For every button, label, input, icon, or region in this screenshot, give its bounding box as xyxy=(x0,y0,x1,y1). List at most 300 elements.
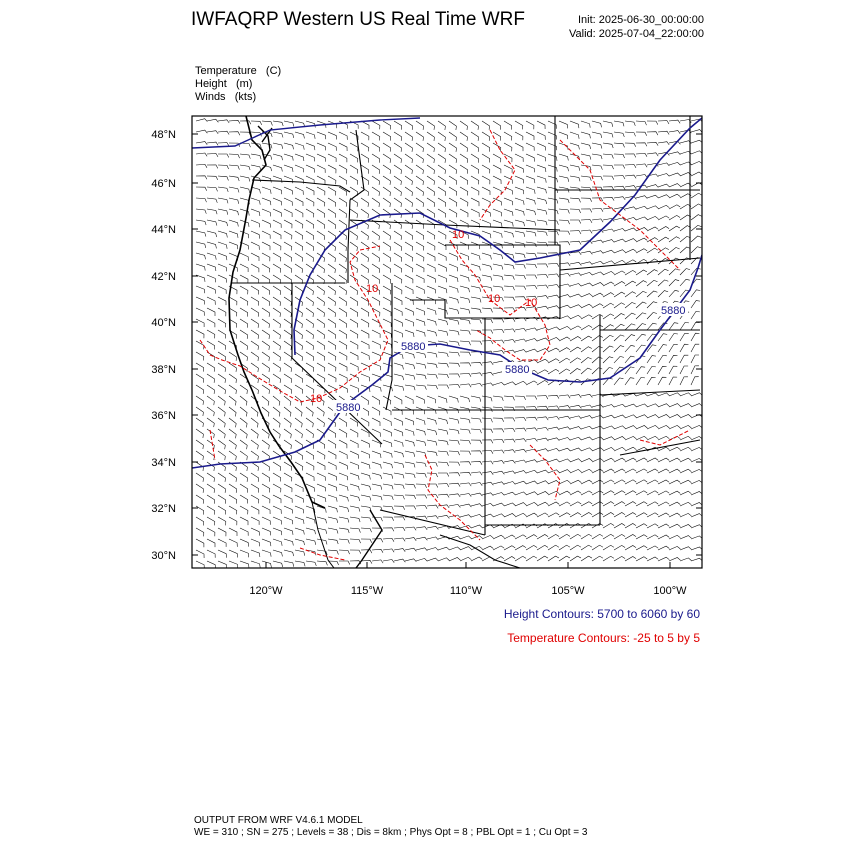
wind-barb xyxy=(548,327,559,330)
wind-barb xyxy=(669,237,680,242)
wind-barb xyxy=(273,154,283,160)
wind-barb xyxy=(317,363,325,372)
wind-barb xyxy=(493,429,504,433)
wind-barb xyxy=(581,176,591,181)
wind-barb xyxy=(570,502,581,506)
wind-barb xyxy=(691,558,702,561)
wind-barb xyxy=(658,524,669,528)
wind-barb xyxy=(636,249,647,253)
wind-barb xyxy=(284,517,293,524)
wind-barb xyxy=(350,352,358,360)
wind-barb xyxy=(592,448,603,451)
wind-barb xyxy=(493,231,502,238)
lat-label: 46°N xyxy=(151,178,176,190)
wind-barb xyxy=(328,451,336,459)
wind-barb xyxy=(647,142,658,145)
wind-barb xyxy=(625,436,636,440)
wind-barb xyxy=(427,558,438,561)
wind-barb xyxy=(405,451,415,457)
wind-barb xyxy=(537,275,548,278)
wind-barb xyxy=(625,546,636,551)
wind-barb xyxy=(350,308,358,317)
wind-barb xyxy=(625,186,636,189)
wind-barb xyxy=(328,319,336,328)
wind-barb xyxy=(350,429,358,437)
wind-barb xyxy=(317,561,327,565)
wind-barb xyxy=(328,176,336,184)
wind-barb xyxy=(339,374,347,382)
wind-barb xyxy=(504,121,512,130)
wind-barb xyxy=(416,121,424,130)
wind-barb xyxy=(614,356,624,363)
wind-barb xyxy=(372,517,383,521)
wind-barb xyxy=(361,308,369,317)
wind-barb xyxy=(449,275,458,282)
wind-barb xyxy=(548,491,559,495)
wind-barb xyxy=(482,198,490,206)
wind-barb xyxy=(548,481,559,485)
wind-barb xyxy=(207,264,216,271)
wind-barb xyxy=(691,172,702,176)
wind-barb xyxy=(240,539,249,547)
wind-barb xyxy=(658,280,668,286)
wind-barb xyxy=(515,481,526,484)
wind-barb xyxy=(460,504,471,507)
wind-barb xyxy=(438,154,446,163)
wind-barb xyxy=(372,143,380,152)
wind-barb xyxy=(262,374,270,383)
wind-barb xyxy=(515,121,523,129)
wind-barb xyxy=(482,253,491,259)
wind-barb xyxy=(537,143,546,151)
wind-barb xyxy=(306,242,314,251)
wind-barb xyxy=(416,264,424,272)
wind-barb xyxy=(218,220,228,226)
wind-barb xyxy=(416,440,426,446)
wind-barb xyxy=(449,297,458,303)
wind-barb xyxy=(295,407,302,416)
wind-barb xyxy=(361,132,369,140)
wind-barb xyxy=(460,264,469,271)
wind-barb xyxy=(658,345,667,352)
wind-barb xyxy=(416,558,427,561)
wind-barb xyxy=(427,451,437,456)
wind-barb xyxy=(273,330,280,339)
wind-barb xyxy=(636,502,647,506)
wind-barb xyxy=(317,143,326,150)
wind-barb xyxy=(284,286,292,295)
wind-barb xyxy=(273,242,281,250)
wind-barb xyxy=(559,491,570,495)
wind-barb xyxy=(515,503,526,506)
wind-barb xyxy=(251,495,259,503)
wind-barb xyxy=(460,242,469,250)
wind-barb xyxy=(669,194,680,198)
wind-barb xyxy=(504,297,515,301)
wind-barb xyxy=(592,304,603,308)
wind-barb xyxy=(614,314,625,320)
wind-barb xyxy=(515,460,526,463)
wind-barb xyxy=(691,436,702,440)
wind-barb xyxy=(449,352,460,356)
wind-barb xyxy=(218,407,225,416)
wind-barb xyxy=(669,480,680,484)
wind-barb xyxy=(482,482,493,485)
wind-barb xyxy=(394,330,403,337)
wind-barb xyxy=(284,561,294,567)
wind-barb xyxy=(526,417,537,420)
wind-barb xyxy=(218,198,228,203)
wind-barb xyxy=(372,418,380,426)
wind-barb xyxy=(680,333,689,341)
wind-barb xyxy=(218,440,225,449)
wind-barb xyxy=(537,380,548,385)
wind-barb xyxy=(691,469,702,473)
wind-barb xyxy=(196,451,203,460)
wind-barb xyxy=(460,396,470,402)
wind-barb xyxy=(229,440,236,449)
wind-barb xyxy=(559,176,569,182)
wind-barb xyxy=(218,187,228,192)
wind-barb xyxy=(515,132,523,140)
wind-barb xyxy=(405,154,412,163)
wind-barb xyxy=(317,462,325,470)
wind-barb xyxy=(405,275,413,283)
wind-barb xyxy=(339,550,350,554)
wind-barb xyxy=(317,484,326,491)
wind-barb xyxy=(438,418,448,424)
wind-barb xyxy=(196,220,206,225)
wind-barb xyxy=(603,132,613,137)
wind-barb xyxy=(603,165,614,169)
wind-barb xyxy=(537,406,548,409)
wind-barb xyxy=(317,418,324,427)
wind-barb xyxy=(306,341,314,350)
wind-barb xyxy=(196,539,204,547)
wind-barb xyxy=(240,121,251,125)
wind-barb xyxy=(603,480,614,484)
wind-barb xyxy=(339,330,347,339)
wind-barb xyxy=(339,341,347,349)
wind-barb xyxy=(471,253,480,260)
wind-barb xyxy=(273,297,281,306)
wind-barb xyxy=(614,458,625,462)
wind-barb xyxy=(295,429,302,438)
wind-barb xyxy=(559,220,570,224)
wind-barb xyxy=(207,165,218,169)
wind-barb xyxy=(251,264,259,272)
wind-barb xyxy=(317,231,325,240)
wind-barb xyxy=(405,538,416,541)
wind-barb xyxy=(526,381,537,385)
wind-barb xyxy=(592,121,602,127)
wind-barb xyxy=(669,184,680,187)
wind-barb xyxy=(603,523,614,528)
wind-barb xyxy=(350,330,358,338)
wind-barb xyxy=(383,121,391,130)
wind-barb xyxy=(449,165,457,174)
wind-barb xyxy=(405,559,416,562)
wind-barb xyxy=(647,248,658,253)
wind-barb xyxy=(229,539,237,547)
wind-barb xyxy=(218,473,226,482)
wind-barb xyxy=(559,448,570,451)
wind-barb xyxy=(229,132,240,136)
wind-barb xyxy=(394,220,402,229)
wind-barb xyxy=(273,539,282,546)
wind-barb xyxy=(438,209,446,218)
wind-barb xyxy=(350,462,359,469)
wind-barb xyxy=(537,359,548,363)
wind-barb xyxy=(427,363,437,368)
wind-barb xyxy=(295,220,303,228)
wind-barb xyxy=(207,451,214,460)
wind-barb xyxy=(394,143,402,152)
wind-barb xyxy=(383,319,391,327)
wind-barb xyxy=(251,286,259,295)
wind-barb xyxy=(449,504,460,507)
wind-barb xyxy=(405,374,415,380)
wind-barb xyxy=(284,352,292,361)
wind-barb xyxy=(262,473,270,482)
wind-barb xyxy=(372,319,380,327)
wind-barb xyxy=(504,514,515,518)
wind-barb xyxy=(581,209,592,213)
wind-barb xyxy=(482,275,492,281)
wind-barb xyxy=(361,231,368,240)
wind-barb xyxy=(372,198,379,207)
wind-barb xyxy=(526,428,537,431)
wind-barb xyxy=(691,161,702,165)
wind-barb xyxy=(196,528,204,536)
wind-barb xyxy=(405,429,414,436)
wind-barb xyxy=(438,352,448,357)
wind-barb xyxy=(482,546,493,550)
wind-barb xyxy=(625,415,636,418)
wind-barb xyxy=(416,143,423,152)
wind-barb xyxy=(581,523,592,528)
wind-barb xyxy=(394,253,402,262)
wind-barb xyxy=(669,173,680,176)
wind-barb xyxy=(504,439,515,442)
wind-barb xyxy=(548,295,559,298)
wind-barb xyxy=(614,143,625,147)
wind-barb xyxy=(262,220,270,228)
wind-barb xyxy=(328,264,335,273)
wind-barb xyxy=(196,352,204,361)
wind-barb xyxy=(460,352,471,356)
wind-barb xyxy=(581,368,592,374)
wind-barb xyxy=(273,176,282,183)
wind-barb xyxy=(350,473,359,480)
wind-barb xyxy=(317,187,325,195)
wind-barb xyxy=(251,561,260,568)
wind-barb xyxy=(559,231,570,235)
wind-barb xyxy=(647,535,658,539)
wind-barb xyxy=(328,132,337,140)
wind-barb xyxy=(438,275,447,282)
wind-barb xyxy=(229,220,238,227)
lat-label: 34°N xyxy=(151,457,176,469)
wind-barb xyxy=(394,418,403,426)
wind-barb xyxy=(537,121,545,129)
wind-barb xyxy=(284,484,292,492)
wind-barb xyxy=(471,209,479,217)
wind-barb xyxy=(306,407,313,416)
wind-barb xyxy=(482,319,493,323)
wind-barb xyxy=(416,548,427,551)
wind-barb xyxy=(460,483,471,486)
wind-barb xyxy=(405,495,416,499)
wind-barb xyxy=(460,286,470,292)
wind-barb xyxy=(548,359,559,363)
wind-barb xyxy=(372,231,379,240)
wind-barb xyxy=(427,374,437,379)
wind-barb xyxy=(416,286,424,294)
wind-barb xyxy=(570,273,581,276)
wind-barb xyxy=(218,154,229,158)
wind-barb xyxy=(581,121,590,128)
wind-barb xyxy=(669,447,680,451)
wind-barb xyxy=(394,242,402,251)
wind-barb xyxy=(218,484,226,493)
wind-barb xyxy=(471,132,479,141)
wind-barb xyxy=(196,495,204,504)
wind-barb xyxy=(691,425,702,429)
wind-barb xyxy=(317,308,325,317)
wind-barb xyxy=(295,341,303,350)
wind-barb xyxy=(603,303,614,308)
wind-barb xyxy=(460,462,471,465)
wind-barb xyxy=(691,480,702,484)
wind-barb xyxy=(394,506,405,510)
height-label-2: 5880 xyxy=(401,341,426,353)
wind-barb xyxy=(460,220,468,228)
wind-barb xyxy=(273,484,281,492)
wind-barb xyxy=(658,195,669,198)
wind-barb xyxy=(581,262,592,265)
wind-barb xyxy=(603,469,614,473)
wind-barb xyxy=(515,428,526,431)
wind-barb xyxy=(295,242,303,251)
wind-barb xyxy=(328,539,338,544)
wind-barb xyxy=(372,132,380,141)
wind-barb xyxy=(680,204,691,209)
wind-barb xyxy=(537,132,545,140)
wind-barb xyxy=(328,154,336,162)
wind-barb xyxy=(350,495,360,501)
wind-barb xyxy=(383,143,391,152)
wind-barb xyxy=(537,338,548,341)
wind-barb xyxy=(614,292,625,297)
wind-barb xyxy=(218,176,228,181)
wind-barb xyxy=(273,396,280,406)
lat-label: 36°N xyxy=(151,410,176,422)
wind-barb xyxy=(548,285,559,288)
wind-barb xyxy=(372,121,380,129)
wind-barb xyxy=(427,505,438,508)
wind-barb xyxy=(592,357,602,363)
wind-barb xyxy=(339,418,347,427)
wind-barb xyxy=(548,348,559,352)
wind-barb xyxy=(284,198,292,206)
wind-barb xyxy=(273,517,282,525)
wind-barb xyxy=(460,176,468,185)
wind-barb xyxy=(680,226,691,231)
wind-barb xyxy=(592,480,603,484)
wind-barb xyxy=(317,154,325,162)
wind-barb xyxy=(240,286,248,294)
wind-barb xyxy=(207,176,218,180)
wind-barb xyxy=(394,451,404,457)
wind-barb xyxy=(537,459,548,462)
wind-barb xyxy=(438,451,448,456)
wind-barb xyxy=(691,130,702,133)
wind-barb xyxy=(592,272,603,275)
wind-barb xyxy=(614,534,625,539)
wind-barb xyxy=(438,165,446,174)
wind-barb xyxy=(570,337,581,342)
wind-barb xyxy=(603,293,614,297)
wind-barb xyxy=(273,275,281,284)
wind-barb xyxy=(295,264,303,273)
wind-barb xyxy=(658,404,669,407)
wind-barb xyxy=(394,198,401,207)
wind-barb xyxy=(284,154,293,161)
wind-barb xyxy=(262,495,270,503)
wind-barb xyxy=(680,236,691,242)
wind-barb xyxy=(548,513,559,517)
wind-barb xyxy=(559,337,570,341)
wind-barb xyxy=(460,363,471,366)
wind-barb xyxy=(471,286,481,292)
wind-barb xyxy=(526,339,537,342)
wind-barb xyxy=(196,119,207,122)
wind-barb xyxy=(570,294,581,297)
wind-barb xyxy=(251,253,259,261)
wind-barb xyxy=(647,367,656,375)
wind-barb xyxy=(614,303,625,308)
wind-barb xyxy=(504,482,515,485)
wind-barb xyxy=(262,176,271,183)
wind-barb xyxy=(493,286,503,291)
wind-barb xyxy=(328,253,335,262)
wind-barb xyxy=(669,513,680,517)
wind-barb xyxy=(625,175,636,178)
wind-barb xyxy=(548,154,557,161)
wind-barb xyxy=(636,270,647,275)
wind-barb xyxy=(416,187,424,196)
wind-barb xyxy=(438,396,447,403)
model-version: OUTPUT FROM WRF V4.6.1 MODEL xyxy=(194,815,363,826)
wind-barb xyxy=(251,341,259,350)
wind-barb xyxy=(339,561,350,565)
wind-barb xyxy=(691,366,699,374)
wind-barb xyxy=(636,535,647,539)
wind-barb xyxy=(493,514,504,517)
wind-barb xyxy=(427,330,437,336)
wind-barb xyxy=(526,121,534,129)
wind-barb xyxy=(636,217,647,220)
wind-barb xyxy=(482,429,493,433)
wind-barb xyxy=(438,132,445,141)
wind-barb xyxy=(262,462,270,471)
wind-barb xyxy=(218,385,226,394)
wind-barb xyxy=(614,378,623,385)
wind-barb xyxy=(504,382,515,385)
wind-barb xyxy=(559,121,568,128)
wind-barb xyxy=(229,176,239,181)
